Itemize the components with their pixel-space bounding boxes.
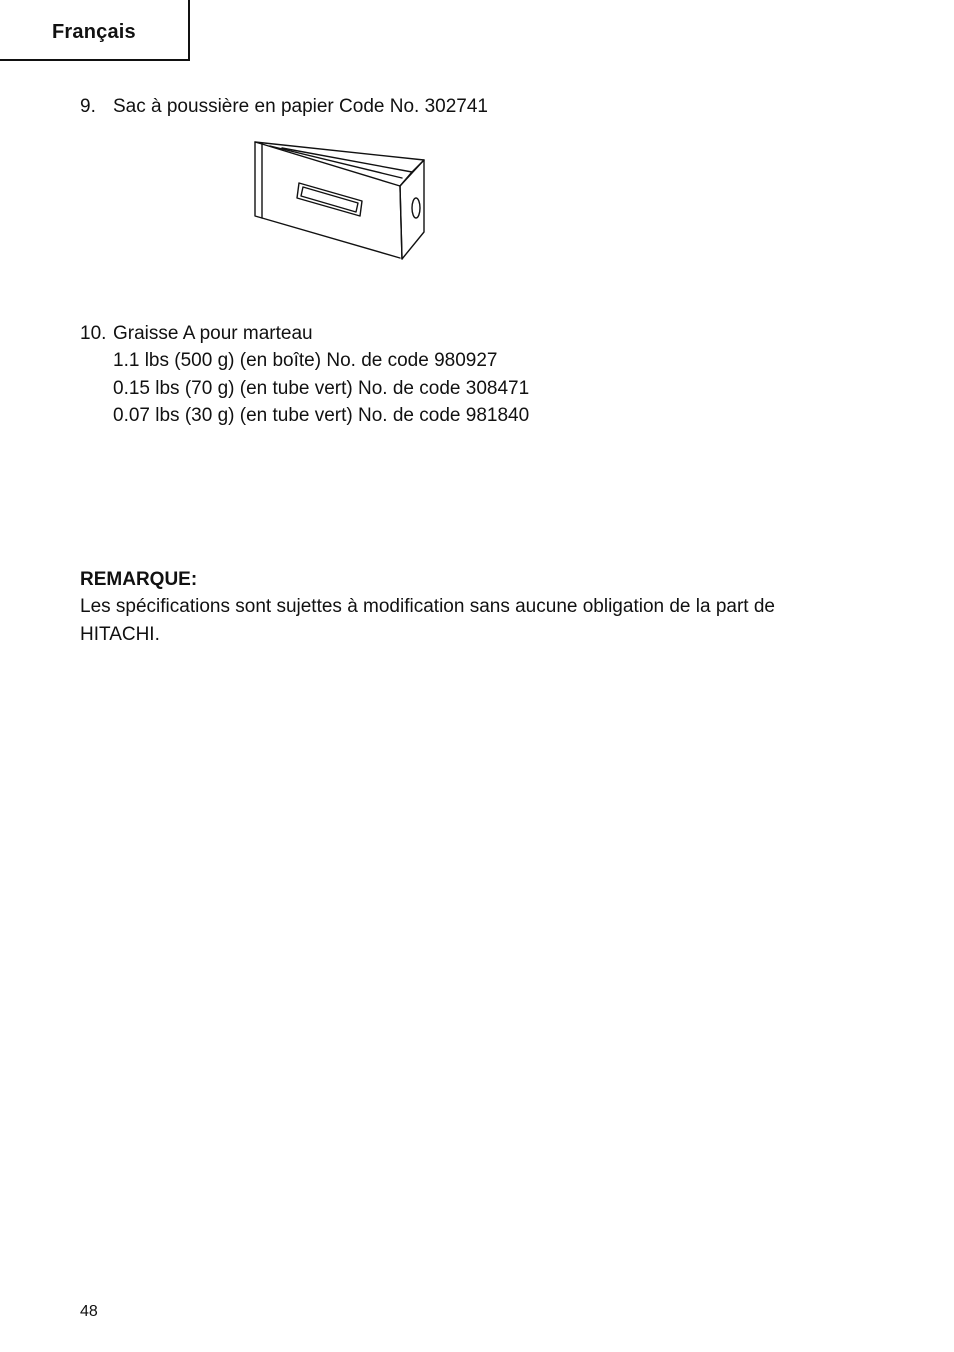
language-tab-label: Français	[52, 21, 136, 43]
language-tab	[0, 0, 190, 61]
item-9-title: Sac à poussière en papier Code No. 302741	[113, 96, 488, 117]
paper-dust-bag-illustration	[252, 138, 428, 264]
note-text-line-1: Les spécifications sont sujettes à modification sans aucune obligation de la part de	[80, 596, 775, 617]
item-10-number: 10.	[80, 323, 107, 344]
item-10-line-1: 1.1 lbs (500 g) (en boîte) No. de code 980927	[113, 350, 498, 371]
item-10-line-3: 0.07 lbs (30 g) (en tube vert) No. de code 981840	[113, 405, 530, 426]
note-heading: REMARQUE:	[80, 569, 198, 590]
page-number: 48	[80, 1303, 98, 1320]
item-9-number: 9.	[80, 96, 96, 117]
item-10-title: Graisse A pour marteau	[113, 323, 313, 344]
item-10-line-2: 0.15 lbs (70 g) (en tube vert) No. de code 308471	[113, 378, 530, 399]
note-text-line-2: HITACHI.	[80, 624, 160, 645]
